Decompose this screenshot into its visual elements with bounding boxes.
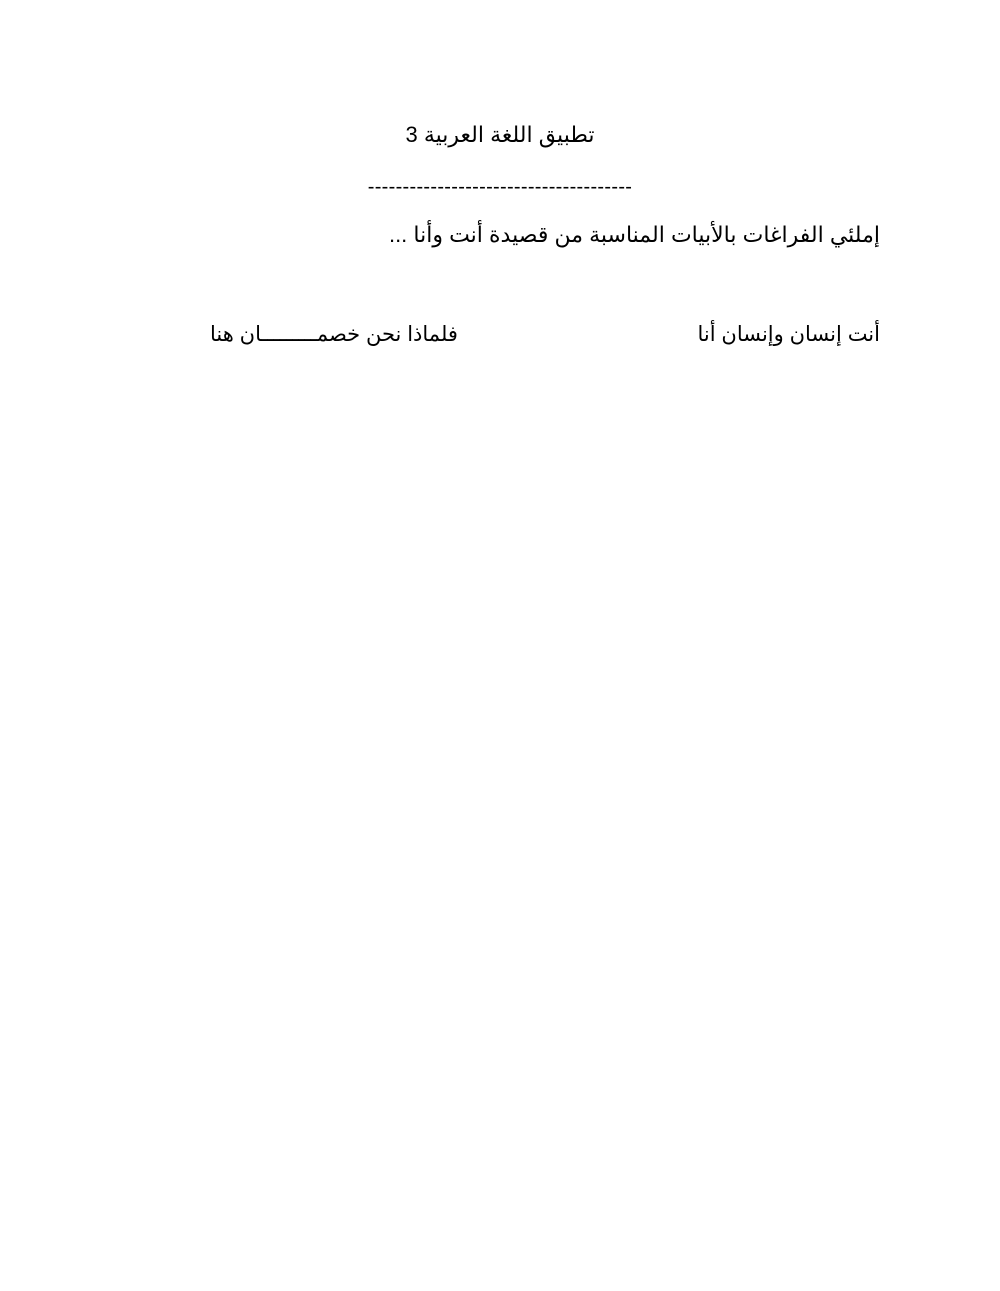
first-hemistich: أنت إنسان وإنسان أنا bbox=[697, 323, 880, 346]
page-title: تطبيق اللغة العربية 3 bbox=[405, 122, 595, 147]
instruction-text: إملئي الفراغات بالأبيات المناسبة من قصيدة أنت وأنا ... bbox=[388, 222, 880, 247]
second-hemistich: فلماذا نحن خصمـــــــــان هنا bbox=[210, 323, 458, 346]
poem-verse bbox=[160, 318, 880, 352]
dashed-separator: -------------------------------------- bbox=[367, 176, 633, 198]
